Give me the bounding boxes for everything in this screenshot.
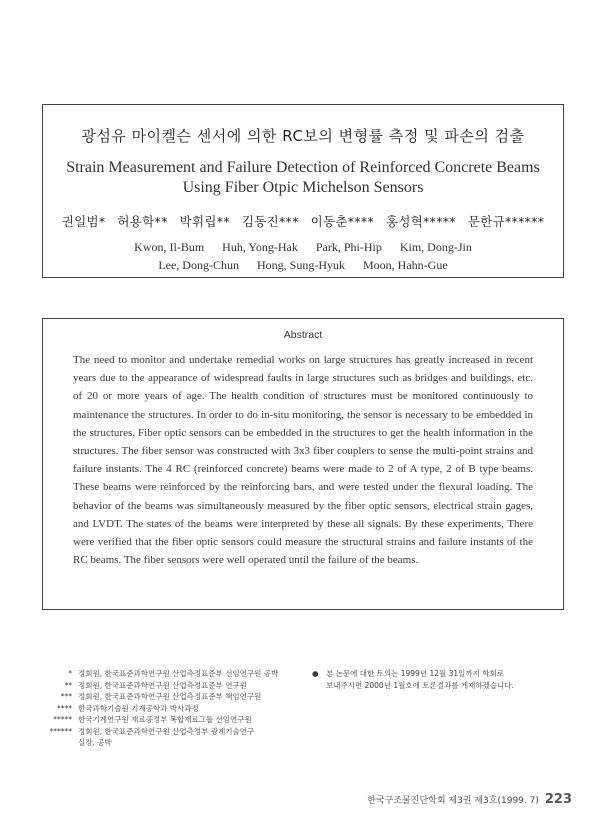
- author-en: Lee, Dong-Chun: [158, 258, 239, 272]
- page-footer: [367, 792, 572, 807]
- footnote: [30, 726, 294, 738]
- discussion-note-line2: 보내주시면 2000년 1월호에 토론결과를 게재하겠습니다.: [326, 680, 514, 690]
- author-en: Moon, Hahn-Gue: [363, 258, 448, 272]
- footnote-text: 한국기계연구원 재료공정부 복합재료그룹 선임연구원: [78, 715, 252, 724]
- authors-english-row2: [43, 256, 563, 274]
- title-box: [42, 104, 564, 278]
- authors-english-row1: [43, 238, 563, 256]
- footnote: [30, 703, 294, 715]
- discussion-note-row: [312, 668, 574, 680]
- author-ko: 이동춘****: [310, 214, 374, 229]
- footnote-mark: *: [68, 669, 72, 678]
- journal-citation: 한국구조물진단학회 제3권 제3호(1999. 7): [367, 796, 539, 806]
- author-en: Kim, Dong-Jin: [399, 240, 472, 254]
- author-ko: 김동진***: [241, 214, 299, 229]
- discussion-note-line1: 본 논문에 대한 토의는 1999년 12월 31일까지 학회로: [326, 669, 505, 678]
- footnote-text: 정회원, 한국표준과학연구원 산업측정표준부 선임연구원 공박: [78, 669, 279, 678]
- author-ko: 허용학**: [117, 214, 168, 229]
- author-ko: 문한규******: [467, 214, 545, 229]
- paper-title-english-line1: Strain Measurement and Failure Detection of Reinforced Concrete Beams: [66, 159, 540, 176]
- discussion-note: [312, 668, 574, 691]
- abstract-box: [42, 318, 564, 610]
- footnote-mark: *****: [53, 715, 72, 724]
- authors-korean: [43, 212, 563, 230]
- footnote-text: 정회원, 한국표준과학연구원 산업측정부 광계기술연구: [78, 726, 255, 736]
- footnote-mark: **: [64, 680, 72, 690]
- author-ko: 박휘립**: [179, 214, 230, 229]
- author-en: Kwon, Il-Bum: [134, 240, 205, 254]
- footnote-text: 정회원, 한국표준과학연구원 산업측정표준부 책임연구원: [78, 692, 262, 701]
- footnote: [30, 668, 294, 680]
- paper-title-english-line2: Using Fiber Otpic Michelson Sensors: [182, 179, 424, 196]
- footnote: [30, 714, 294, 726]
- footnote-text: 한국과학기술원 기계공학과 박사과정: [78, 703, 199, 713]
- author-en: Park, Phi-Hip: [315, 240, 382, 254]
- abstract-body: The need to monitor and undertake remedial works on large structures has greatly increased in recent years due to the appearance of widespread faults in large structures such as bridges and buildings, etc. of 20 or more years of age. The health condition of structures must be monitored continuously to maintenance the structures. In order to do in-situ monitoring, the sensor is necessary to be embedded in the structures. Fiber optic sensors can be embedded in the structures to get the health information in the structures. The fiber sensor was constructed with 3x3 fiber couplers to sense the multi-point strains and failure instants. The 4 RC (reinforced concrete) beams were made to 2 of A type, 2 of B type beams. These beams were reinforced by the reinforcing bars, and were tested under the flexural loading. The behavior of the beams was simultaneously measured by the fiber optic sensors, electrical strain gages, and LVDT. The states of the beams were interpreted by these all signals. By these experiments, There were verified that the fiber optic sensors could measure the structural strains and failure instants of the RC beams. The fiber sensors were well operated until the failure of the beams.: [73, 354, 533, 567]
- footnote-mark: ***: [60, 692, 72, 701]
- authors-english: [43, 238, 563, 274]
- bullet-icon: ●: [312, 669, 319, 678]
- page-number: 223: [544, 792, 572, 807]
- footnote-mark: ******: [49, 726, 72, 736]
- paper-title-korean: 광섬유 마이켈슨 센서에 의한 RC보의 변형률 측정 및 파손의 검출: [81, 127, 525, 145]
- author-ko: 홍성혁*****: [385, 214, 456, 229]
- footnote-mark: ****: [57, 703, 72, 713]
- abstract-heading: Abstract: [283, 329, 323, 341]
- paper-title-english: [43, 158, 563, 198]
- author-ko: 권일범*: [61, 214, 106, 229]
- footnote: [30, 680, 294, 692]
- author-footnotes: [30, 668, 294, 749]
- footnote-text: 정회원, 한국표준과학연구원 산업측정표준부 연구원: [78, 680, 247, 690]
- footnote: [30, 691, 294, 703]
- author-en: Hong, Sung-Hyuk: [256, 258, 345, 272]
- footnote-continuation: 실장, 공박: [78, 738, 112, 747]
- author-en: Huh, Yong-Hak: [222, 240, 298, 254]
